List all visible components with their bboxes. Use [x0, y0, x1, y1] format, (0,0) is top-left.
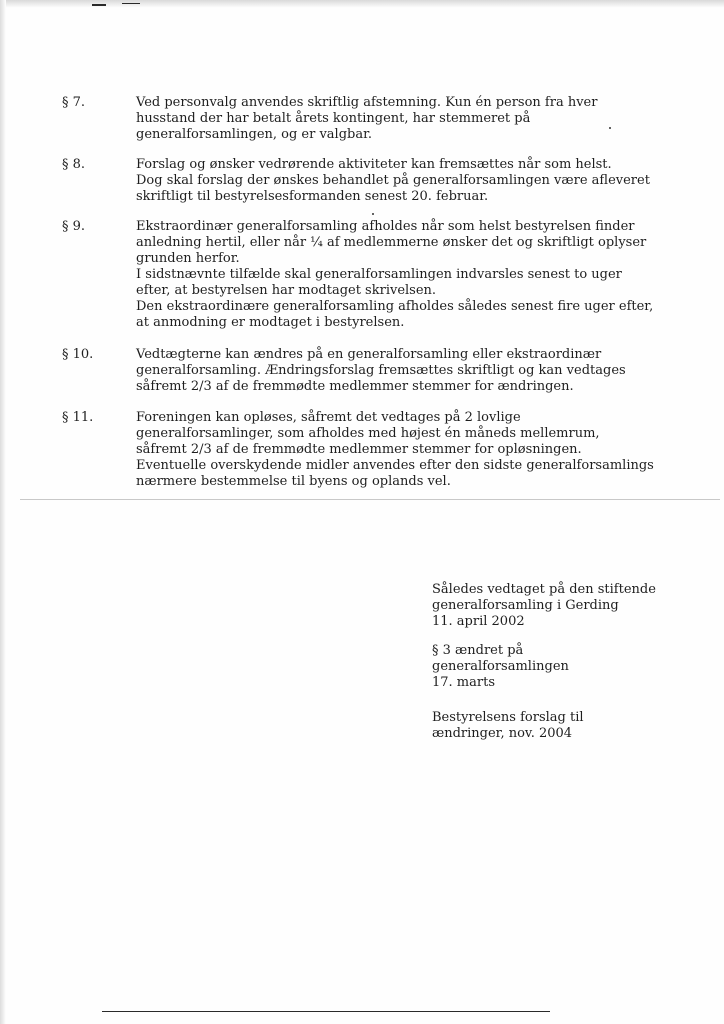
section-number: § 8. [62, 157, 86, 172]
section-number: § 7. [62, 95, 86, 110]
text-line: Vedtægterne kan ændres på en generalforsamling eller ekstraordinær [136, 347, 602, 362]
amendment-note [432, 643, 569, 691]
text-line: Ved personvalg anvendes skriftlig afstemning. Kun én person fra hver [136, 95, 598, 110]
text-line: Foreningen kan opløses, såfremt det vedtages på 2 lovlige [136, 410, 521, 425]
text-line: at anmodning er modtaget i bestyrelsen. [136, 315, 405, 330]
text-line: generalforsamling. Ændringsforslag fremsættes skriftligt og kan vedtages [136, 363, 626, 378]
text-line: såfremt 2/3 af de fremmødte medlemmer stemmer for opløsningen. [136, 442, 582, 457]
page-fold-line [20, 499, 720, 500]
text-line: I sidstnævnte tilfælde skal generalforsamlingen indvarsles senest to uger [136, 267, 622, 282]
text-line: såfremt 2/3 af de fremmødte medlemmer stemmer for ændringen. [136, 379, 574, 394]
text-line: generalforsamlinger, som afholdes med højest én måneds mellemrum, [136, 426, 600, 441]
text-line: grunden herfor. [136, 251, 240, 266]
page-left-edge [0, 0, 6, 1024]
adoption-note [432, 582, 656, 630]
scan-mark [92, 4, 106, 6]
text-line: generalforsamling i Gerding [432, 598, 619, 613]
text-line: 11. april 2002 [432, 614, 525, 629]
text-line: ændringer, nov. 2004 [432, 726, 573, 741]
text-line: generalforsamlingen [432, 659, 569, 674]
text-line: Dog skal forslag der ønskes behandlet på generalforsamlingen være afleveret [136, 173, 650, 188]
text-line: skriftligt til bestyrelsesformanden senest 20. februar. [136, 189, 489, 204]
bottom-scan-line [102, 1011, 550, 1012]
section-text [136, 219, 676, 331]
text-line: generalforsamlingen, og er valgbar. [136, 127, 373, 142]
text-line: Den ekstraordinære generalforsamling afholdes således senest fire uger efter, [136, 299, 654, 314]
text-line: Bestyrelsens forslag til [432, 710, 584, 725]
text-line: husstand der har betalt årets kontingent, har stemmeret på [136, 111, 531, 126]
section-number: § 9. [62, 219, 86, 234]
text-line: Forslag og ønsker vedrørende aktiviteter kan fremsættes når som helst. [136, 157, 612, 172]
scan-mark [122, 3, 140, 4]
section-text [136, 347, 676, 395]
text-line: Ekstraordinær generalforsamling afholdes når som helst bestyrelsen finder [136, 219, 635, 234]
text-line: anledning hertil, eller når ¼ af medlemmerne ønsker det og skriftligt oplyser [136, 235, 647, 250]
text-line: efter, at bestyrelsen har modtaget skrivelsen. [136, 283, 437, 298]
board-proposal-note [432, 710, 584, 742]
text-line: Eventuelle overskydende midler anvendes efter den sidste generalforsamlings [136, 458, 654, 473]
text-line: § 3 ændret på [432, 643, 524, 658]
section-number: § 11. [62, 410, 94, 425]
text-line: Således vedtaget på den stiftende [432, 582, 656, 597]
scan-speck [372, 213, 374, 215]
section-number: § 10. [62, 347, 94, 362]
section-text [136, 410, 676, 490]
section-text [136, 95, 676, 143]
text-line: nærmere bestemmelse til byens og oplands vel. [136, 474, 451, 489]
text-line: 17. marts [432, 675, 495, 690]
page-top-edge [0, 0, 724, 8]
section-text [136, 157, 676, 205]
